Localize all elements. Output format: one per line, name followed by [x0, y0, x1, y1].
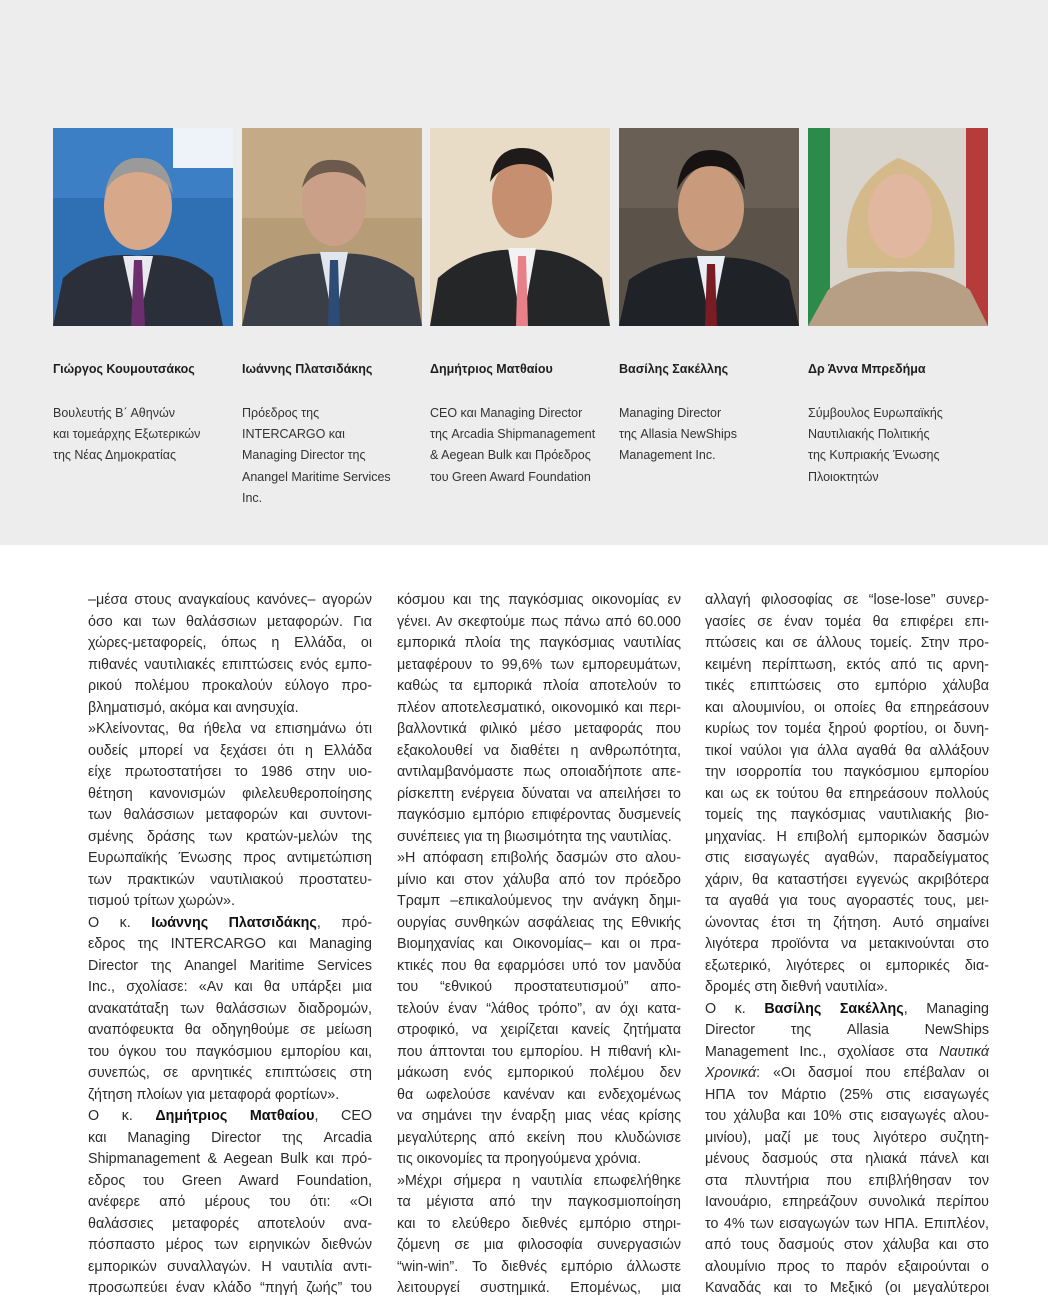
text-line: τις οικονομίες τα προηγούμενα χρόνια.: [397, 1151, 642, 1167]
text-line: Director της Anangel Maritime Services: [88, 957, 372, 974]
text-line: μηχανίας. Η επιβολή εμπορικών δασμών: [705, 828, 989, 845]
text-line: ΗΠΑ τον Μάρτιο (25% στις εισαγωγές: [705, 1086, 989, 1103]
text-line: αντιλαμβανόμαστε πως οποιαδήποτε απε-: [397, 764, 681, 780]
text-line: κειμένη περίπτωση, εκτός από τις αρνη-: [705, 656, 989, 673]
publication-name: Χρονικά: [705, 1065, 757, 1081]
text-line: Shipmanagement & Aegean Bulk και πρό-: [88, 1151, 372, 1167]
role-line: Πρόεδρος της: [242, 406, 320, 420]
role-line: Ναυτιλιακής Πολιτικής: [808, 427, 930, 442]
text-run: Ο κ.: [88, 914, 152, 931]
text-line: εδρος της INTERCARGO και Managing: [88, 936, 372, 952]
text-line: συνεπώς, σε αρνητικές επιπτώσεις στη: [88, 1065, 372, 1081]
text-line: εμπορικά πλοία της παγκόσμιας ναυτιλίας: [397, 635, 681, 651]
person-name-platsidakis: Ιωάννης Πλατσιδάκης: [151, 914, 317, 931]
text-run: , CEO: [314, 1108, 372, 1124]
text-line: δρομές στη διεθνή ναυτιλία».: [705, 979, 889, 995]
text-line: τισμού τρίτων χωρών».: [88, 893, 235, 909]
role-line: της Νέας Δημοκρατίας: [53, 448, 177, 463]
text-line: κυρίως τον τομέα ξηρού φορτίου, οι δυνη-: [705, 721, 989, 737]
text-run: : «Οι δασμοί που επέβαλαν οι: [756, 1065, 989, 1081]
text-line: χώρες-μεταφορείς, όπως η Ελλάδα, οι: [88, 635, 372, 651]
article-column-3: [705, 590, 989, 1300]
text-line: »Μέχρι σήμερα η ναυτιλία επωφελήθηκε: [397, 1172, 681, 1189]
text-run: , πρό-: [316, 914, 373, 931]
role-line: της Κυπριακής Ένωσης: [808, 448, 940, 463]
publication-name: Ναυτικά: [939, 1043, 989, 1060]
role-line: Managing Director της: [242, 448, 366, 463]
text-line: του “εθνικού προστατευτισμού” απο-: [397, 979, 681, 995]
profile-role-5: [808, 403, 980, 488]
text-line: την ισορροπία του παγκόσμιου εμπορίου: [705, 764, 989, 780]
profile-name-1: Γιώργος Κουμουτσάκος: [53, 362, 195, 376]
text-line: γασίες σε έναν τομέα θα επιφέρει επι-: [705, 613, 989, 630]
text-line: καθώς τα εμπορικά πλοία αποτελούν το: [397, 678, 681, 694]
role-line: Management Inc.: [619, 448, 716, 463]
role-line: Βουλευτής Β΄ Αθηνών: [53, 406, 175, 420]
text-line: [88, 913, 372, 935]
text-line: Ιανουάριο, επηρεάζουν συνολικά περίπου: [705, 1194, 989, 1210]
text-line: κόσμου και της παγκόσμιας οικονομίας εν: [397, 592, 681, 608]
text-line: στα πλυντήρια που επιβλήθησαν τον: [705, 1172, 989, 1189]
text-line: και αλουμινίου, οι οποίες θα επηρεάσουν: [705, 699, 989, 716]
text-line: Director της Allasia NewShips: [705, 1022, 989, 1038]
text-line: τελούν έναν “λάθος τρόπο”, αν όχι κατα-: [397, 1000, 681, 1017]
text-line: παγκόσμιο εμπόριο επιφέροντας δυσμενείς: [397, 807, 681, 823]
text-line: ζήτηση πλοίων για μεταφορά φορτίων».: [88, 1086, 340, 1103]
text-line: ζόμενη σε μια φιλοσοφία συνεργασιών: [397, 1237, 681, 1253]
text-line: ανέφερε από μέρους του ότι: «Οι: [88, 1194, 372, 1210]
text-line: μίνιο και στον χάλυβα από τον πρόεδρο: [397, 871, 681, 888]
text-line: θαλάσσιες μεταφορές αποτελούν ανα-: [88, 1215, 372, 1232]
text-line: που άπτονται του εμπορίου. Η πιθανή κλι-: [397, 1043, 681, 1060]
text-line: λειτουργεί συστημικά. Επομένως, μια: [397, 1280, 681, 1296]
text-line: από τους δασμούς στον χάλυβα και στο: [705, 1237, 989, 1253]
profile-role-3: [430, 403, 602, 488]
profile-name-2: Ιωάννης Πλατσιδάκης: [242, 362, 373, 376]
text-line: αλλαγή φιλοσοφίας σε “lose-lose” συνερ-: [705, 592, 989, 608]
text-line: στροφικό, να χειρίζεται κανείς ζητήματα: [397, 1022, 681, 1038]
text-line: και το ελεύθερο διεθνές εμπόριο στηρι-: [397, 1215, 681, 1232]
text-line: θέτηση κανονισμών φιλελευθεροποίησης: [88, 785, 372, 802]
role-line: της Arcadia Shipmanagement: [430, 427, 596, 442]
portrait-photo-5: [808, 128, 988, 326]
profile-name-4: Βασίλης Σακέλλης: [619, 362, 729, 376]
text-line: ουδείς μπορεί να ξεχάσει ότι η Ελλάδα: [88, 742, 372, 759]
text-line: των θαλάσσιων μεταφορών και συντονι-: [88, 807, 372, 823]
role-line: Πλοιοκτητών: [808, 469, 879, 484]
text-run: Ο κ.: [705, 1000, 765, 1017]
role-line: & Aegean Bulk και Πρόεδρος: [430, 448, 591, 463]
article-column-1: [88, 590, 372, 1300]
profile-name-3: Δημήτριος Ματθαίου: [430, 362, 553, 376]
text-line: και ως εκ τούτου θα επηρεάσουν πολλούς: [705, 785, 989, 802]
text-run: , Managing: [903, 1000, 989, 1017]
text-line: πόσπαστο μέρος των ειρηνικών διεθνών: [88, 1237, 372, 1253]
profile-role-4: [619, 403, 791, 467]
text-line: »Η απόφαση επιβολής δασμών στο αλου-: [397, 850, 681, 866]
text-line: [705, 1042, 989, 1064]
text-line: ανακατάταξη των θαλάσσιων διαδρομών,: [88, 1000, 372, 1017]
text-line: [705, 1063, 989, 1085]
text-line: εξωτερικό, λιγότερες οι εμπορικές δια-: [705, 957, 989, 974]
text-line: και Managing Director της Arcadia: [88, 1129, 372, 1146]
text-line: »Κλείνοντας, θα ήθελα να επισημάνω ότι: [88, 721, 372, 737]
text-line: –μέσα στους αναγκαίους κανόνες– αγορών: [88, 592, 372, 608]
text-line: βαλλοντικά φιλικό μέσο μεταφοράς που: [397, 721, 681, 737]
text-line: μεταφέρουν το 99,6% των εμπορευμάτων,: [397, 656, 681, 673]
portrait-photo-2: [242, 128, 422, 326]
text-line: Τραμπ –επικαλούμενος την ανάγκη δημι-: [397, 893, 681, 909]
role-line: Anangel Maritime Services: [242, 469, 391, 484]
role-line: INTERCARGO και: [242, 427, 345, 442]
text-line: τομείς της παγκόσμιας ναυτιλιακής βιο-: [705, 807, 989, 823]
role-line: CEO και Managing Director: [430, 406, 583, 420]
text-line: πιθανές ναυτιλιακές επιπτώσεις ενός εμπο-: [88, 656, 372, 673]
article-column-2: [397, 590, 681, 1300]
portrait-photo-1: [53, 128, 233, 326]
text-line: μάκωση ενός εμπορικού πολέμου δεν: [397, 1065, 681, 1081]
text-line: Ευρωπαϊκής Ένωσης προς αντιμετώπιση: [88, 850, 372, 866]
text-line: στις εισαγωγές αγαθών, παραδείγματος: [705, 850, 989, 866]
text-line: μένους δασμούς στα ηλιακά πάνελ και: [705, 1151, 989, 1167]
profile-role-2: [242, 403, 414, 509]
role-line: της Allasia NewShips: [619, 427, 737, 442]
text-line: είχε πρωτοστατήσει το 1986 στην υιο-: [88, 764, 372, 780]
text-line: Inc., σχολίασε: «Αν και θα υπάρξει μια: [88, 979, 372, 995]
text-line: εμπορικών συναλλαγών. Η ναυτιλία αντι-: [88, 1258, 372, 1275]
text-line: του όγκου του παγκόσμιου εμπορίου και,: [88, 1043, 372, 1060]
text-line: τα αγαθά για τους αγοραστές τους, μει-: [705, 893, 989, 909]
text-line: πλέον αποτελεσματικό, οικονομικό και περι-: [397, 699, 681, 716]
portrait-photo-3: [430, 128, 610, 326]
text-line: ρικού πολέμου προκαλούν εύλογο προ-: [88, 678, 372, 694]
text-line: ουργίας συνθηκών ασφάλειας της Εθνικής: [397, 914, 681, 931]
role-line: Managing Director: [619, 406, 722, 420]
portrait-photo-4: [619, 128, 799, 326]
text-line: λιγότερα προϊόντα να μετακινούνται στο: [705, 936, 989, 952]
text-line: σμένης δράσης των κρατών-μελών της: [88, 828, 372, 845]
text-line: Βιομηχανίας και Οικονομίας– και οι πρα-: [397, 936, 681, 952]
text-line: [88, 1106, 372, 1128]
role-line: Σύμβουλος Ευρωπαϊκής: [808, 406, 943, 420]
text-line: τα μέγιστα από την παγκοσμιοποίηση: [397, 1194, 681, 1210]
text-run: Management Inc., σχολίασε στα: [705, 1043, 939, 1060]
text-line: Καναδάς και το Μεξικό (οι μεγαλύτεροι: [705, 1280, 989, 1296]
text-line: χάριν, θα καταστήσει εγγενώς ακριβότερα: [705, 871, 989, 888]
text-line: εξακολουθεί να διαθέτει η ανθρωπότητα,: [397, 742, 681, 759]
text-line: μινίου), μαζί με τους λιγότερο συζητη-: [705, 1129, 989, 1146]
text-line: αλουμίνιο προς το παρόν εξαιρούνται ο: [705, 1258, 989, 1275]
text-line: “win-win”. Το διεθνές εμπόριο άλλωστε: [397, 1258, 681, 1275]
text-line: ρίσκεπτη ενέργεια δύναται να απειλήσει το: [397, 785, 681, 802]
text-line: κτικές που θα εφαρμόσει υπό τον μανδύα: [397, 957, 681, 974]
text-line: μεγαλύτερης από εκείνη που κλυδώνισε: [397, 1129, 681, 1146]
text-line: όσο και των θαλάσσιων μεταφορών. Για: [88, 613, 372, 630]
text-line: [705, 999, 989, 1021]
text-line: το 4% των εισαγωγών των ΗΠΑ. Επιπλέον,: [705, 1215, 989, 1232]
profile-role-1: [53, 403, 225, 467]
text-line: πτώσεις και σε άλλους τομείς. Στην προ-: [705, 635, 989, 651]
person-name-sakellis: Βασίλης Σακέλλης: [764, 1000, 904, 1017]
text-run: Ο κ.: [88, 1108, 156, 1124]
profile-name-5: Δρ Άννα Μπρεδήμα: [808, 362, 926, 376]
role-line: και τομεάρχης Εξωτερικών: [53, 427, 201, 442]
text-line: γένει. Αν σκεφτούμε πως πάνω από 60.000: [397, 613, 681, 630]
person-name-matthaiou: Δημήτριος Ματθαίου: [155, 1108, 315, 1124]
text-line: συνέπειες για τη βιωσιμότητα της ναυτιλίας.: [397, 828, 672, 845]
text-line: ώνοντας έτσι τη ζήτηση. Αυτό σημαίνει: [705, 914, 989, 931]
text-line: του χάλυβα και 10% στις εισαγωγές αλου-: [705, 1108, 989, 1124]
text-line: θα ωφελούσε κανέναν και ενδεχομένως: [397, 1086, 681, 1103]
text-line: προσωπεύει έναν κλάδο “πηγή ζωής” του: [88, 1280, 372, 1296]
text-line: των πρακτικών ναυτιλιακού προστατευ-: [88, 871, 372, 888]
text-line: εδρος του Green Award Foundation,: [88, 1172, 372, 1189]
text-line: τικές επιπτώσεις στο εμπόριο χάλυβα: [705, 678, 989, 694]
text-line: αναπόφευκτα θα οδηγηθούμε σε μείωση: [88, 1022, 372, 1038]
text-line: να σημάνει την έναρξη μιας νέας κρίσης: [397, 1108, 681, 1124]
role-line: Inc.: [242, 490, 263, 505]
text-line: βληματισμό, ακόμα και ανησυχία.: [88, 699, 299, 716]
text-line: τικοί ναύλοι για άλλα αγαθά θα αλλάξουν: [705, 742, 989, 759]
role-line: του Green Award Foundation: [430, 469, 591, 484]
